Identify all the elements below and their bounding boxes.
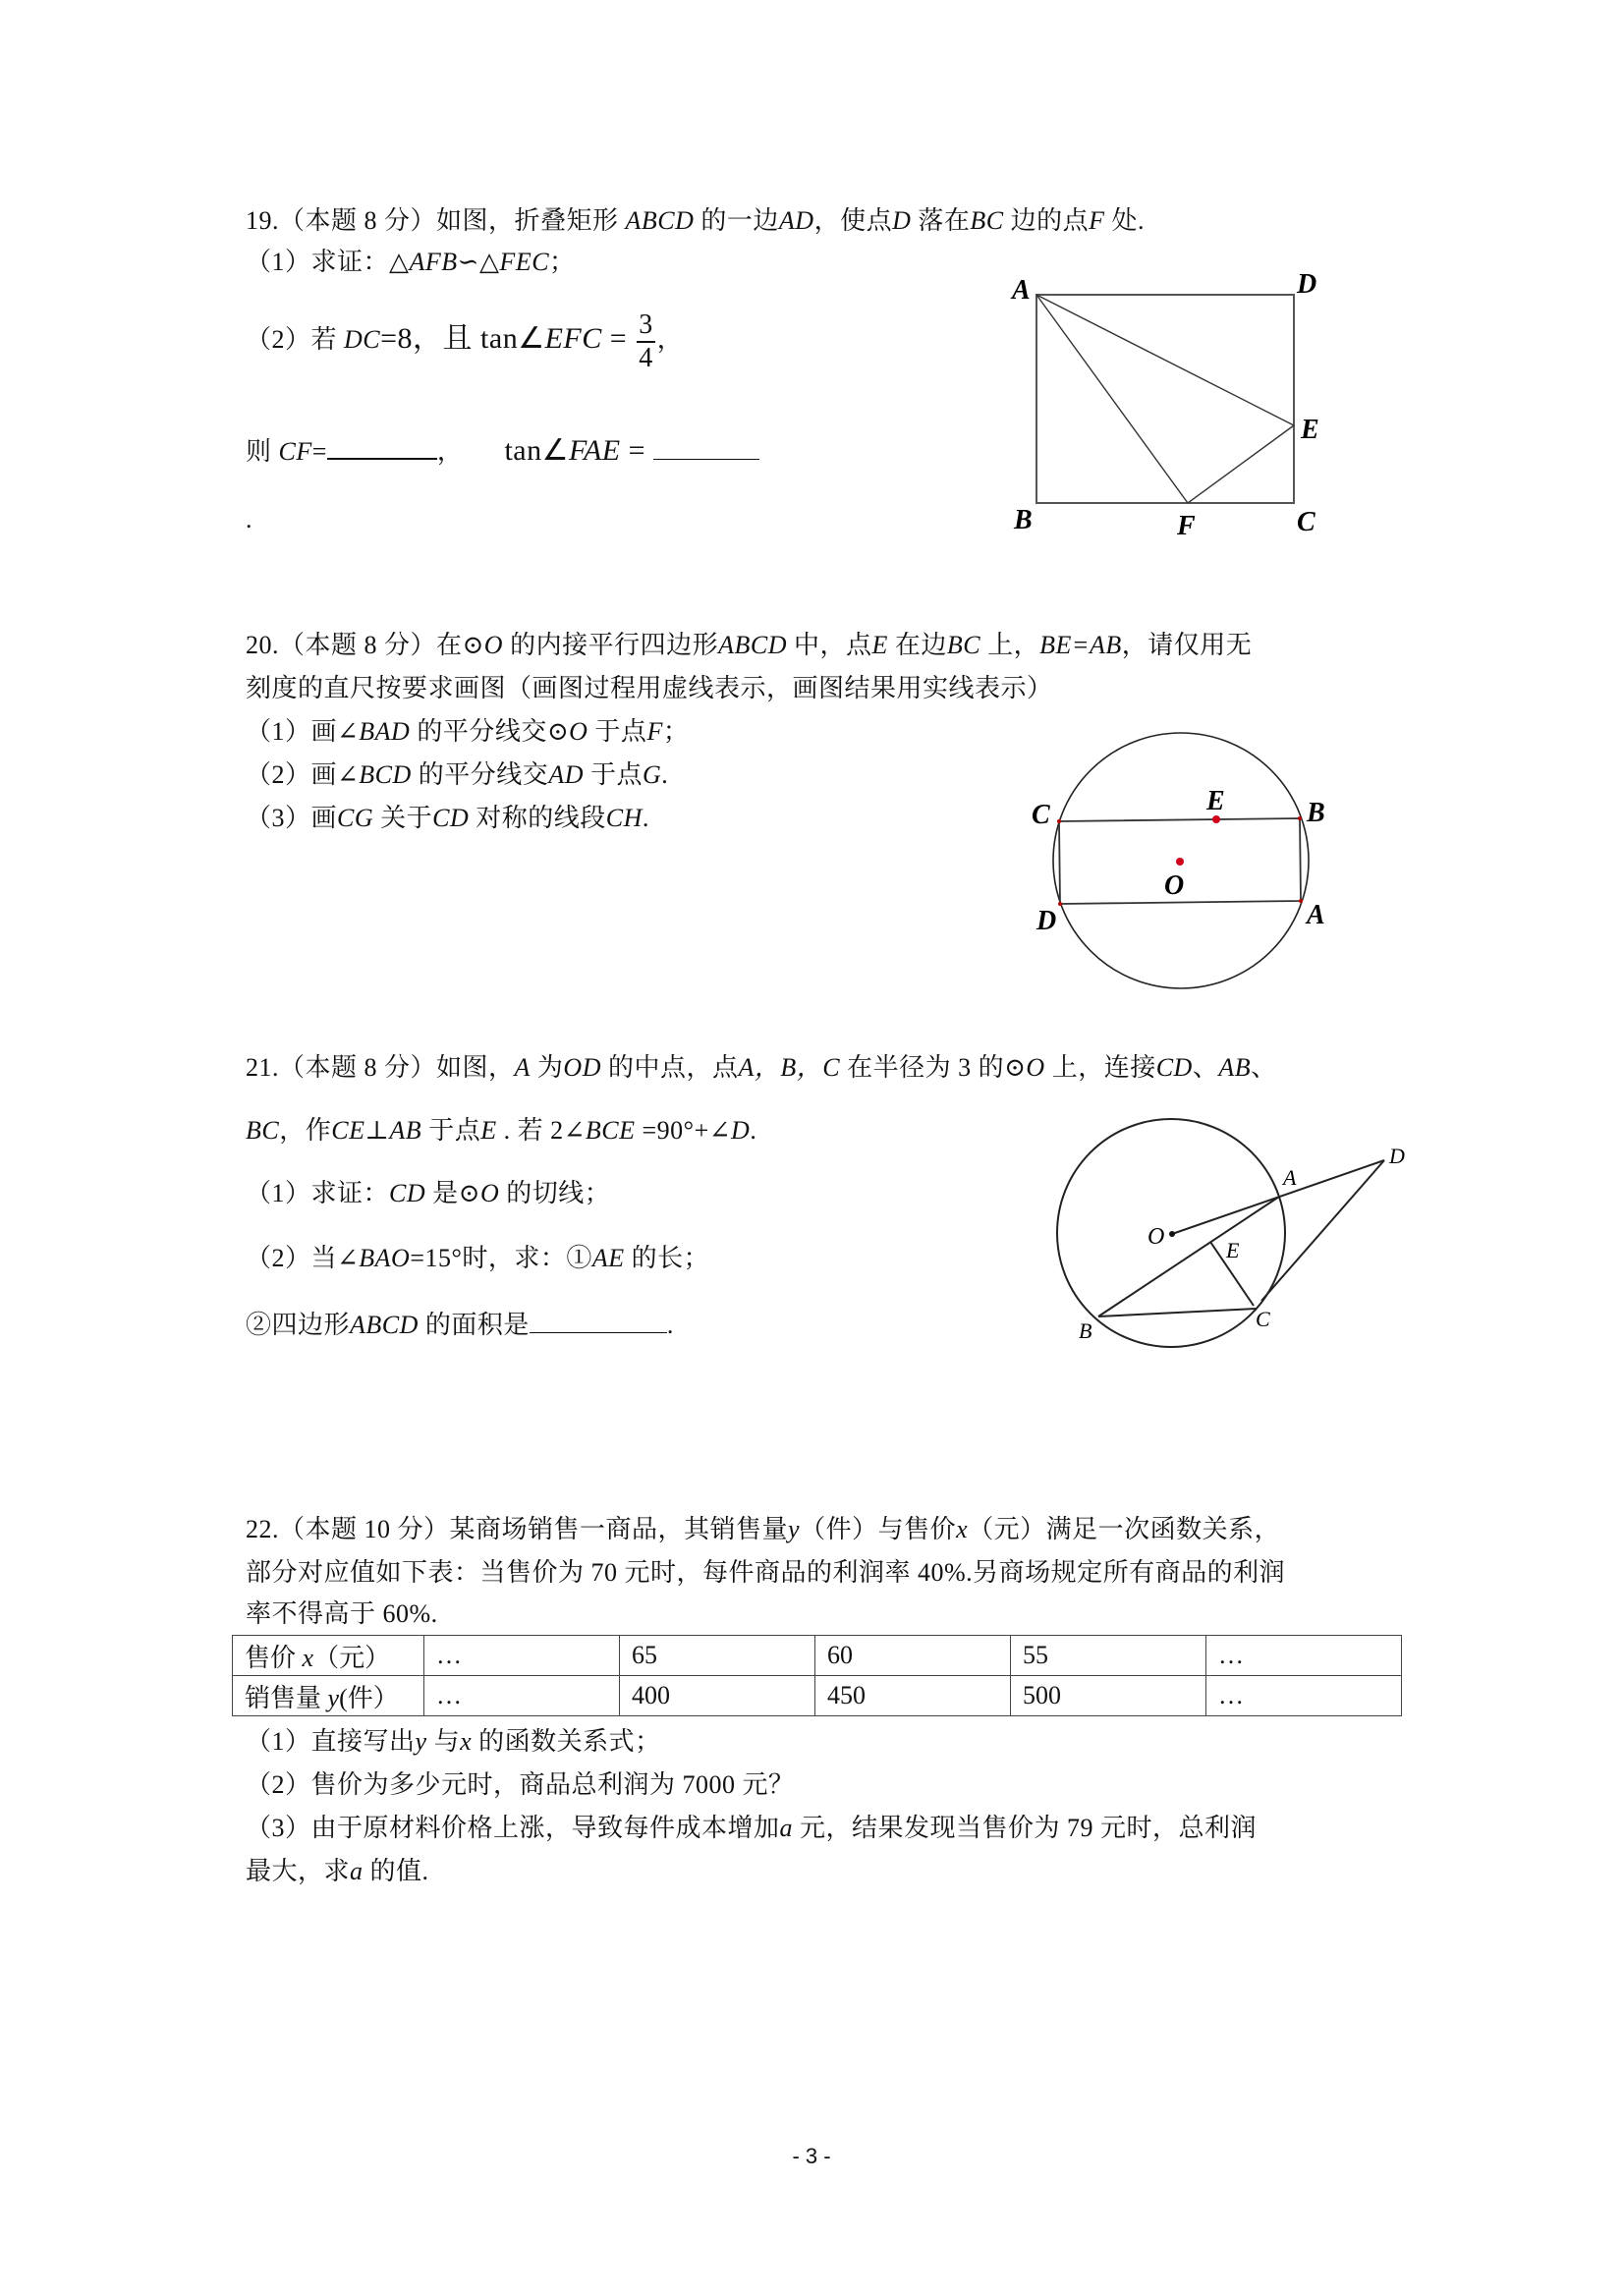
page-number: - 3 -	[792, 2144, 831, 2168]
label-b: B	[1079, 1318, 1092, 1343]
q22-part2: （2）售价为多少元时，商品总利润为 7000 元？	[246, 1770, 795, 1799]
text: （1）求证：	[246, 248, 390, 276]
text: 的切线；	[499, 1179, 611, 1207]
var: O	[1026, 1053, 1045, 1082]
var: BCE	[585, 1116, 636, 1145]
label-e: E	[1301, 415, 1319, 445]
text: (件）	[339, 1683, 399, 1712]
label-e: E	[1206, 786, 1225, 816]
label-e: E	[1226, 1238, 1240, 1262]
point-o	[1176, 858, 1184, 866]
q22-statement-line2: 部分对应值如下表：当售价为 70 元时，每件商品的利润率 40%.另商场规定所有商品的利润	[246, 1558, 1286, 1587]
label-c: C	[1297, 507, 1315, 537]
q20-part2	[246, 758, 668, 792]
numerator: 3	[637, 309, 655, 343]
var: DC	[344, 325, 381, 354]
table-row-price	[233, 1636, 1402, 1676]
var: AD	[778, 206, 814, 235]
text: （1）直接写出	[246, 1727, 416, 1756]
table-row-sales	[233, 1676, 1402, 1716]
var: y	[788, 1515, 801, 1543]
segment-ab	[1098, 1197, 1279, 1316]
text: ，请仅用无	[1121, 631, 1253, 659]
q21-statement-line1	[246, 1051, 1277, 1085]
q20-part1	[246, 715, 689, 749]
q22-statement-line3: 率不得高于 60%.	[246, 1599, 438, 1628]
var: FAE	[568, 434, 621, 467]
text: ；	[662, 717, 690, 746]
answer-blank-tan-fae[interactable]	[653, 433, 759, 460]
label-d: D	[1297, 269, 1317, 300]
text: 、	[1192, 1053, 1219, 1082]
text: 的内接平行四边形	[503, 631, 719, 659]
text: （2）当∠	[246, 1244, 360, 1272]
var: BC	[970, 206, 1004, 235]
table-cell: 500	[1011, 1676, 1206, 1716]
text: 的值.	[363, 1857, 429, 1885]
row-header-sales	[233, 1676, 424, 1716]
var: a	[779, 1814, 794, 1842]
q22-price-sales-table	[232, 1635, 1402, 1716]
point-a	[1299, 899, 1303, 903]
q21-part1	[246, 1177, 610, 1210]
point-e	[1212, 815, 1220, 823]
text: 在边	[887, 631, 947, 659]
var: D	[892, 206, 912, 235]
q22-part1	[246, 1725, 661, 1759]
label-a: A	[1283, 1165, 1297, 1190]
text: ，	[436, 437, 464, 466]
var: ABCD	[350, 1311, 419, 1339]
label-d: D	[1036, 906, 1057, 936]
text: 边的点	[1003, 206, 1090, 235]
table-cell: 60	[815, 1636, 1011, 1676]
text: （3）画	[246, 804, 338, 832]
text: 售价	[245, 1643, 303, 1672]
text: 的中点，点	[600, 1053, 739, 1082]
table-cell: …	[1206, 1676, 1402, 1716]
text: ②四边形	[246, 1311, 351, 1339]
text: 于点	[583, 760, 643, 789]
q19-part1	[246, 246, 576, 279]
text: 关于	[373, 804, 433, 832]
var: x	[302, 1643, 314, 1672]
text: 在半径为 3 的⊙	[840, 1053, 1027, 1082]
text: 落在	[911, 206, 971, 235]
text: ，使点	[813, 206, 893, 235]
row-header-price	[233, 1636, 424, 1676]
var: x	[956, 1515, 969, 1543]
var: CE⊥AB	[331, 1116, 422, 1145]
table-cell: 65	[620, 1636, 815, 1676]
text: 中，点	[786, 631, 872, 659]
label-c: C	[1032, 800, 1050, 830]
var: a	[350, 1857, 364, 1885]
q19-figure	[1002, 255, 1356, 550]
var: CD	[432, 804, 470, 832]
q22-part3-line2	[246, 1855, 429, 1888]
text: （2）画∠	[246, 760, 360, 789]
text: 是⊙	[425, 1179, 480, 1207]
math: △AFB∽△FEC	[389, 248, 550, 276]
q19-dot: .	[246, 505, 252, 533]
text: 元，结果发现当售价为 79 元时，总利润	[793, 1814, 1258, 1842]
text: tan∠	[504, 434, 569, 467]
var: BCD	[359, 760, 412, 789]
var: BC	[946, 631, 981, 659]
text: 的函数关系式；	[472, 1727, 661, 1756]
text: 22.（本题 10 分）某商场销售一商品，其销售量	[246, 1515, 789, 1543]
text: 上，连接	[1044, 1053, 1156, 1082]
text: 的平分线交⊙	[410, 717, 570, 746]
text: （3）由于原材料价格上涨，导致每件成本增加	[246, 1814, 780, 1842]
text: .	[642, 804, 649, 832]
var: D	[731, 1116, 751, 1145]
q21-figure	[1041, 1120, 1454, 1375]
q19-part2	[246, 305, 683, 374]
text: =8，且 tan∠	[380, 322, 545, 355]
q19-statement	[246, 204, 1145, 238]
label-f: F	[1177, 511, 1196, 541]
var: ABCD	[625, 206, 695, 235]
text: =	[620, 434, 654, 467]
text: 于点	[588, 717, 647, 746]
table-cell: 55	[1011, 1636, 1206, 1676]
text: 处.	[1104, 206, 1146, 235]
label-a: A	[1012, 275, 1031, 306]
segment-fe	[1188, 425, 1294, 503]
var: BE=AB	[1039, 631, 1122, 659]
text: （1）求证：	[246, 1179, 390, 1207]
text: 于点	[421, 1116, 481, 1145]
text: 为	[530, 1053, 564, 1082]
denominator: 4	[639, 343, 653, 374]
q20-part3	[246, 802, 649, 835]
text: 对称的线段	[469, 804, 606, 832]
var: BC	[246, 1116, 280, 1145]
text: ；	[549, 248, 576, 276]
text: 的面积是	[418, 1311, 530, 1339]
table-cell: …	[424, 1676, 620, 1716]
var: CF	[278, 437, 312, 466]
text: ，	[656, 325, 684, 354]
text: 的平分线交	[411, 760, 549, 789]
q19-answer-line	[246, 432, 759, 469]
var: G	[643, 760, 662, 789]
var: CD	[1155, 1053, 1193, 1082]
var: O	[479, 1179, 500, 1207]
table-cell: …	[1206, 1636, 1402, 1676]
var: O	[569, 717, 588, 746]
text: 上，	[980, 631, 1040, 659]
var: EFC	[544, 322, 602, 355]
table-cell: 400	[620, 1676, 815, 1716]
label-b: B	[1307, 798, 1325, 828]
text: 最大，求	[246, 1857, 351, 1885]
text: ，作	[279, 1116, 332, 1145]
text: 21.（本题 8 分）如图，	[246, 1053, 515, 1082]
text: =15°时，求：①	[410, 1244, 592, 1272]
fraction	[637, 309, 655, 374]
q22-part3-line1	[246, 1812, 1257, 1845]
q20-statement-line2: 刻度的直尺按要求画图（画图过程用虚线表示，画图结果用实线表示）	[246, 674, 1053, 702]
label-o: O	[1147, 1224, 1165, 1250]
var: E	[871, 631, 888, 659]
segment-bc	[1098, 1309, 1256, 1316]
var: O	[483, 631, 504, 659]
var: F	[646, 717, 663, 746]
var: CG	[337, 804, 374, 832]
var: AE	[591, 1244, 625, 1272]
q19-header: 19.（本题 8 分）如图，折叠矩形	[246, 206, 619, 235]
text: 、	[1251, 1053, 1277, 1082]
var: E	[480, 1116, 497, 1145]
text: （件）与售价	[800, 1515, 957, 1543]
var: AD	[548, 760, 584, 789]
answer-blank-area[interactable]	[530, 1307, 667, 1333]
var: A	[514, 1053, 531, 1082]
var: CD	[389, 1179, 426, 1207]
var: y	[327, 1683, 340, 1712]
text: （2）若	[246, 325, 338, 354]
var: BAD	[359, 717, 411, 746]
var: BAO	[359, 1244, 411, 1272]
text: 销售量	[245, 1683, 328, 1712]
text: （元）满足一次函数关系，	[968, 1515, 1281, 1543]
answer-blank-cf[interactable]	[327, 432, 437, 460]
q21-statement-line2	[246, 1114, 756, 1148]
var: y	[415, 1727, 427, 1756]
text: 的长；	[624, 1244, 710, 1272]
label-a: A	[1307, 900, 1325, 930]
var: ABCD	[718, 631, 787, 659]
text: =	[311, 437, 327, 466]
text: （1）画∠	[246, 717, 360, 746]
var: CH	[605, 804, 643, 832]
table-cell: 450	[815, 1676, 1011, 1716]
text: 则	[246, 437, 272, 466]
point-b	[1298, 816, 1302, 820]
point-c	[1057, 819, 1061, 823]
text: .	[750, 1116, 757, 1145]
text: . 若 2∠	[496, 1116, 586, 1145]
text: （元）	[313, 1643, 391, 1672]
text: .	[666, 1311, 674, 1339]
label-b: B	[1014, 505, 1033, 535]
var: F	[1089, 206, 1105, 235]
text: .	[661, 760, 669, 789]
q20-statement-line1	[246, 629, 1252, 662]
var: x	[460, 1727, 473, 1756]
label-d: D	[1389, 1144, 1405, 1168]
segment-ae	[1036, 295, 1294, 425]
table-cell: …	[424, 1636, 620, 1676]
q21-part2	[246, 1242, 709, 1275]
q20-figure	[1022, 727, 1356, 1002]
q21-part3	[246, 1307, 674, 1342]
point-d	[1058, 902, 1062, 906]
var: OD	[563, 1053, 601, 1082]
point-o	[1169, 1231, 1175, 1237]
q22-statement-line1	[246, 1513, 1280, 1546]
label-o: O	[1164, 870, 1185, 901]
text: 与	[426, 1727, 461, 1756]
text: =	[601, 322, 636, 355]
var: A，B，C	[738, 1053, 841, 1082]
text: =90°+∠	[635, 1116, 732, 1145]
label-c: C	[1256, 1307, 1270, 1331]
var: AB	[1218, 1053, 1252, 1082]
segment-af	[1036, 295, 1188, 503]
text: 的一边	[694, 206, 779, 235]
text: 20.（本题 8 分）在⊙	[246, 631, 484, 659]
